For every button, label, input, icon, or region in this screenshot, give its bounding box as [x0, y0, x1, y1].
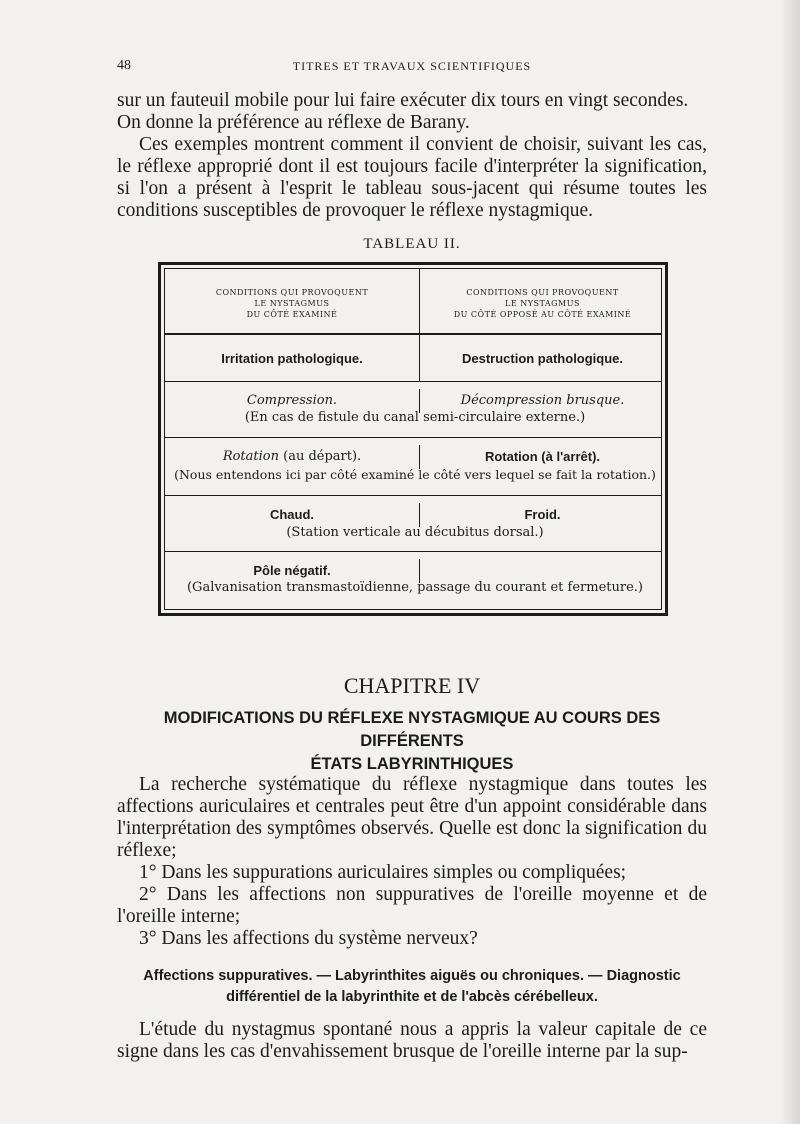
intro-line-1: sur un fauteuil mobile pour lui faire exécuter dix tours en vingt secondes. [117, 90, 689, 111]
row3-left [165, 449, 419, 464]
last-paragraph: L'étude du nystagmus spontané nous a appris la valeur capitale de ce signe dans les cas d'envahissement brusque de l'oreille interne par la sup- [117, 1019, 707, 1062]
right-header-line-3: DU CÔTÉ OPPOSÉ AU CÔTÉ EXAMINÉ [453, 310, 632, 319]
header-divider [165, 333, 661, 335]
right-header-line-1: CONDITIONS QUI PROVOQUENT [466, 288, 619, 297]
intro-line-2: On donne la préférence au réflexe de Barany. [117, 112, 470, 133]
table-caption: TABLEAU II. [363, 236, 461, 252]
row5-note: (Galvanisation transmastoïdienne, passage du courant et fermeture.) [186, 580, 643, 595]
chapter-body [117, 774, 707, 950]
chapter-subtitle [117, 707, 707, 776]
row1-left: Irritation pathologique. [221, 351, 363, 366]
list-item-3: 3° Dans les affections du système nerveux? [139, 928, 478, 949]
section-heading-line-1: Affections suppuratives. — Labyrinthites aiguës ou chroniques. — Diagnostic [143, 968, 681, 984]
last-paragraph-block [117, 1019, 707, 1063]
row2-note: (En cas de fistule du canal semi-circulaire externe.) [244, 410, 586, 425]
list-item-2: 2° Dans les affections non suppuratives de l'oreille moyenne et de l'oreille interne; [117, 884, 707, 927]
section-heading [117, 966, 707, 1008]
row3-right: Rotation (à l'arrêt). [484, 449, 601, 464]
row1-right: Destruction pathologique. [461, 351, 624, 366]
chapter-title: CHAPITRE IV [343, 673, 481, 698]
row4-right: Froid. [524, 507, 561, 522]
chapter-subtitle-line-1: MODIFICATIONS DU RÉFLEXE NYSTAGMIQUE AU COURS DES DIFFÉRENTS [163, 709, 661, 750]
right-header-line-2: LE NYSTAGMUS [505, 299, 580, 308]
row5-left: Pôle négatif. [253, 563, 331, 578]
row-divider [165, 437, 661, 438]
row3-note: (Nous entendons ici par côté examiné le côté vers lequel se fait la rotation.) [174, 467, 656, 482]
left-header-line-1: CONDITIONS QUI PROVOQUENT [215, 288, 369, 297]
list-item-1: 1° Dans les suppurations auriculaires simples ou compliquées; [139, 862, 627, 883]
row3-left-italic: Rotation [222, 449, 279, 464]
row-divider [165, 381, 661, 382]
row2-right: Décompression brusque. [460, 393, 625, 408]
running-title: TITRES ET TRAVAUX SCIENTIFIQUES [292, 59, 532, 73]
page-edge-shadow [780, 0, 800, 1124]
left-header-line-3: DU CÔTÉ EXAMINÉ [246, 310, 338, 319]
body-paragraph-1: La recherche systématique du réflexe nystagmique dans toutes les affections auriculaires et centrales peut être d'un appoint considérable dans l'interprétation des symptômes observés. Quelle est donc la signification du réflexe; [117, 774, 707, 861]
left-header-line-2: LE NYSTAGMUS [254, 299, 330, 308]
conditions-table [158, 262, 668, 616]
row3-left-rest: (au départ). [278, 449, 362, 464]
row-divider [165, 551, 661, 552]
running-header [117, 58, 707, 78]
intro-text [117, 90, 707, 222]
chapter-subtitle-line-2: ÉTATS LABYRINTHIQUES [310, 755, 514, 773]
intro-paragraph-2: Ces exemples montrent comment il convient de choisir, suivant les cas, le réflexe approprié dont il est toujours facile d'interpréter la signification, si l'on a présent à l'esprit le tableau sous-jacent qui résume toutes les conditions susceptibles de provoquer le réflexe nystagmique. [117, 134, 707, 221]
left-column-header [165, 287, 419, 320]
row4-left: Chaud. [269, 507, 315, 522]
section-heading-line-2: différentiel de la labyrinthite et de l'abcès cérébelleux. [226, 989, 598, 1005]
page-number: 48 [117, 58, 131, 73]
right-column-header [420, 287, 665, 320]
row2-left: Compression. [246, 393, 338, 408]
row4-note: (Station verticale au décubitus dorsal.) [286, 525, 544, 540]
row-divider [165, 495, 661, 496]
